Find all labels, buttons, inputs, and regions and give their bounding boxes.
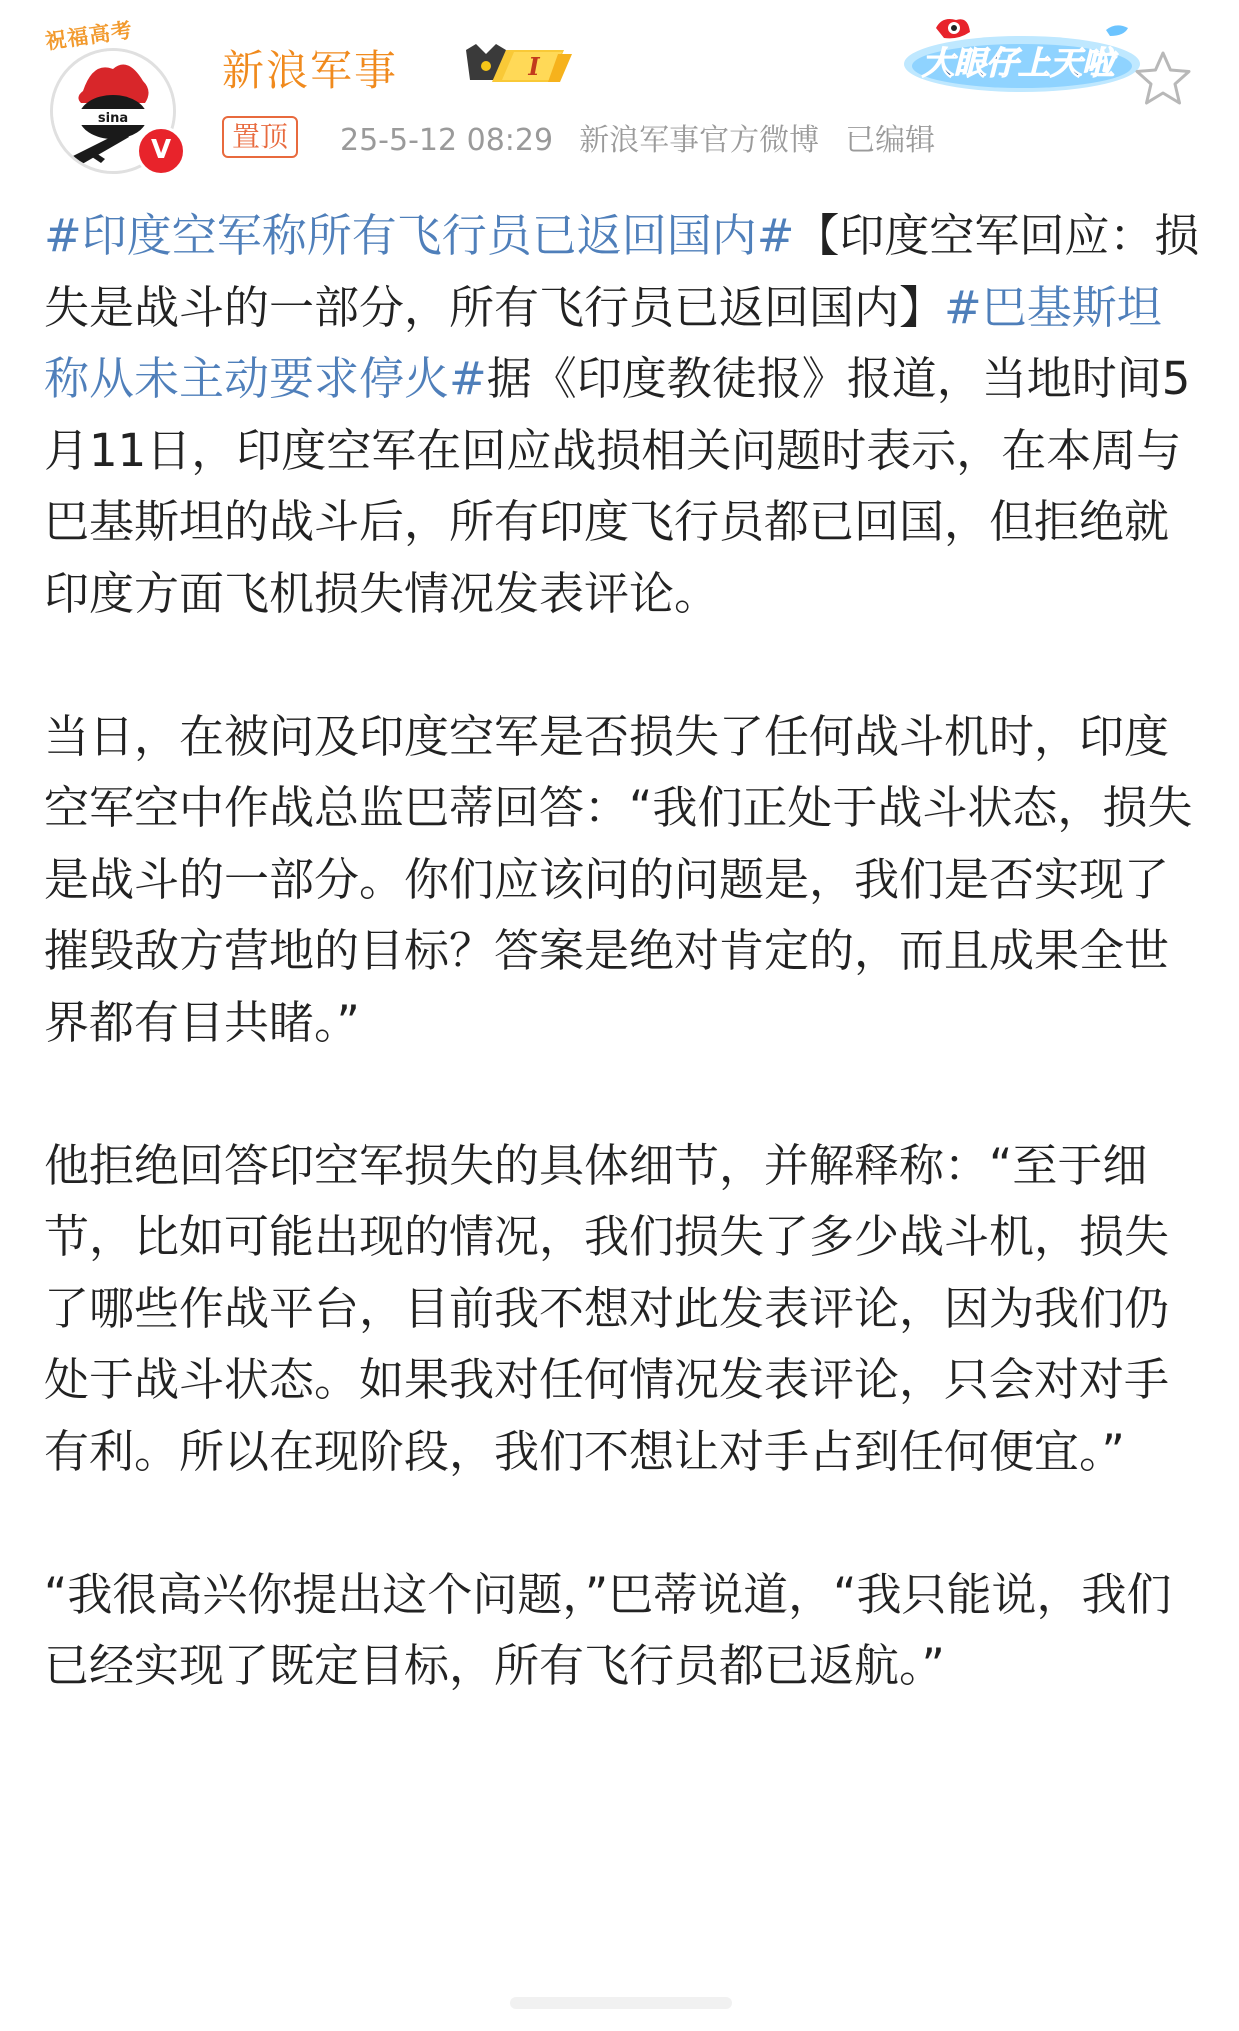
home-indicator[interactable] — [510, 1997, 732, 2009]
user-name[interactable]: 新浪军事 — [222, 46, 399, 95]
svg-text:sina: sina — [97, 111, 129, 126]
post-paragraph-2: 当日，在被问及印度空军是否损失了任何战斗机时，印度空军空中作战总监巴蒂回答：“我们正处于战斗状态，损失是战斗的一部分。你们应该问的问题是，我们是否实现了摧毁敌方营地的目标？答案是绝对肯定的，而且成果全世界都有目共睹。” — [44, 709, 1193, 1049]
verified-icon: V — [136, 126, 186, 176]
star-icon[interactable] — [1132, 48, 1194, 110]
vip-level: I — [528, 52, 540, 81]
event-badge-text: 大眼仔上天啦 — [921, 44, 1115, 82]
post-source: 新浪军事官方微博 — [579, 123, 820, 158]
avatar-ribbon-text: 祝福高考 — [43, 17, 135, 54]
post-meta — [340, 115, 961, 159]
avatar[interactable] — [43, 17, 188, 174]
event-badge-icon[interactable] — [896, 14, 1146, 98]
post-text: 据《印度教徒报》报道，当地时间5月11日，印度空军在回应战损相关问题时表示，在本周与巴基斯坦的战斗后，所有印度飞行员都已回国，但拒绝就印度方面飞机损失情况发表评论。 — [44, 352, 1191, 620]
hashtag-link[interactable]: #巴基斯坦称从未主动要求停火# — [44, 280, 1162, 405]
post-timestamp[interactable]: 25-5-12 08:29 — [340, 123, 554, 158]
vip-crown-icon[interactable] — [446, 40, 574, 88]
pinned-badge: 置顶 — [222, 116, 298, 158]
hashtag-link[interactable]: #印度空军称所有飞行员已返回国内# — [44, 209, 795, 262]
post-paragraph-4: “我很高兴你提出这个问题，”巴蒂说道，“我只能说，我们已经实现了既定目标，所有飞行员都已返航。” — [44, 1567, 1172, 1692]
post-paragraph-3: 他拒绝回答印空军损失的具体细节，并解释称：“至于细节，比如可能出现的情况，我们损失了多少战斗机，损失了哪些作战平台，目前我不想对此发表评论，因为我们仍处于战斗状态。如果我对任何情况发表评论，只会对对手有利。所以在现阶段，我们不想让对手占到任何便宜。” — [44, 1138, 1170, 1478]
post-content — [44, 200, 1204, 1773]
post-paragraph-1 — [44, 200, 1204, 629]
edited-label[interactable]: 已编辑 — [845, 123, 936, 158]
post-title: 【印度空军回应：损失是战斗的一部分，所有飞行员已返回国内】 — [44, 209, 1200, 334]
